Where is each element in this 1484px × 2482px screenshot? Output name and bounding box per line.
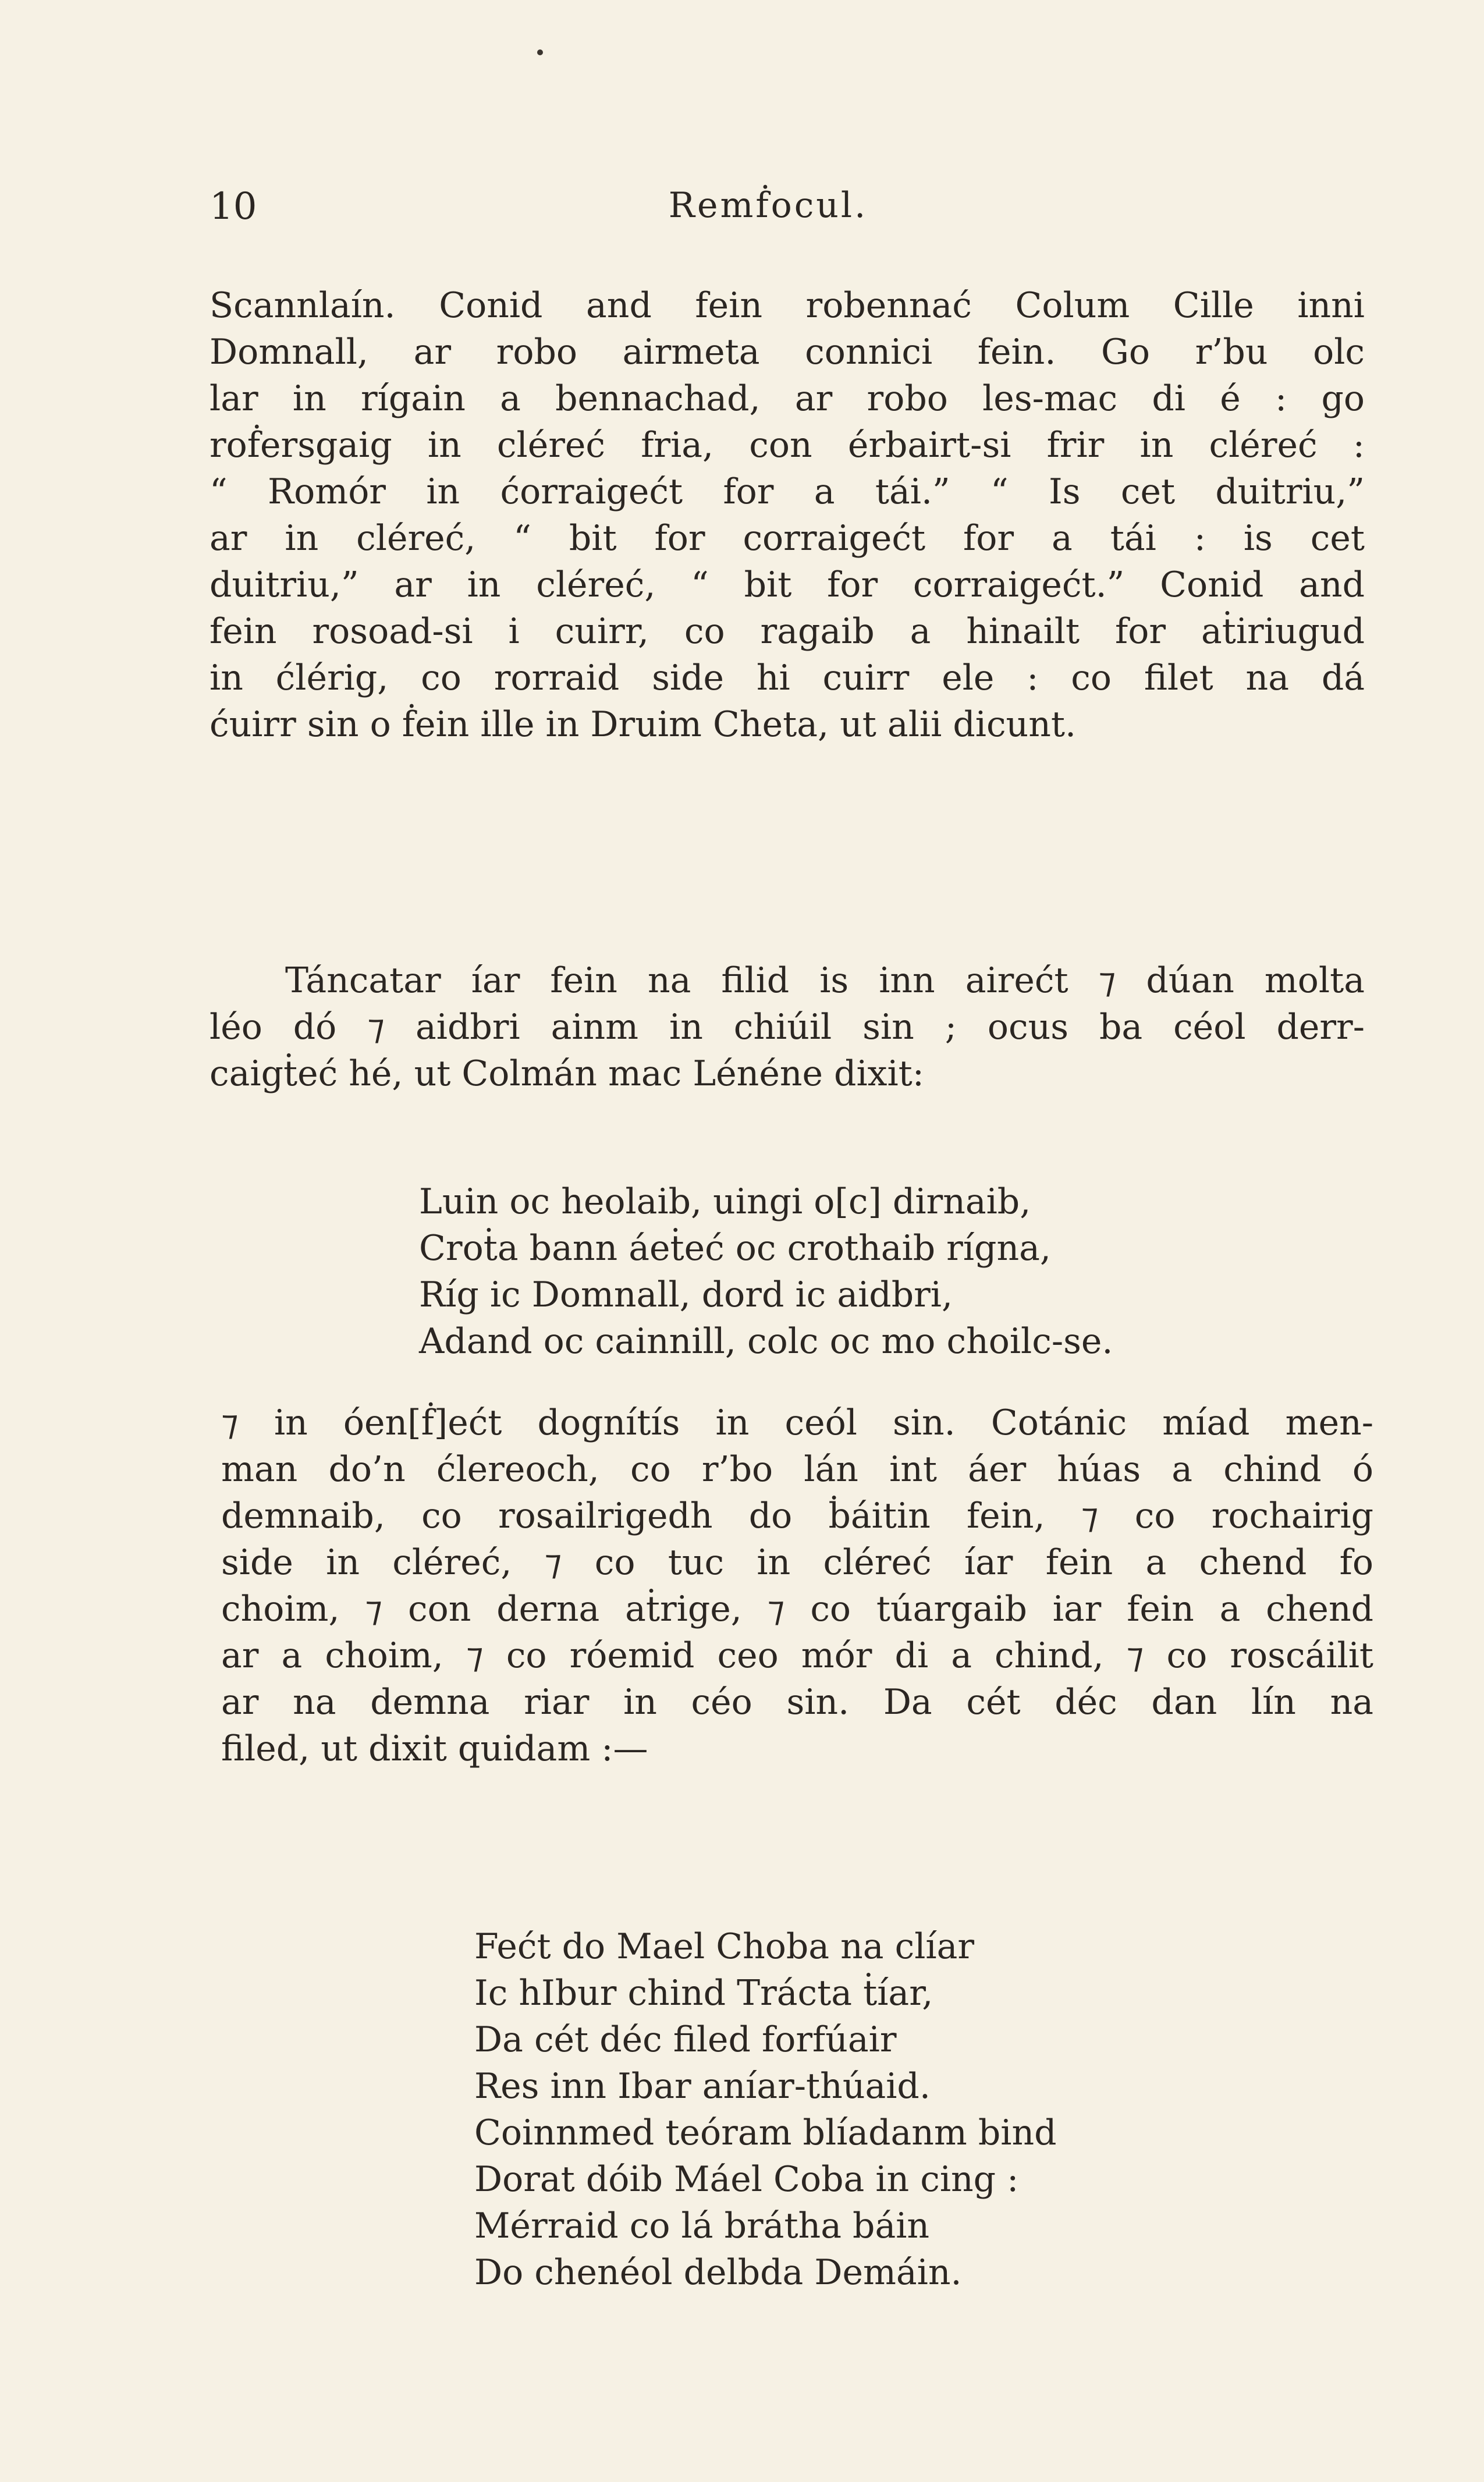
text-line: demnaib, co rosailrigedh do ḃáitin fein, ⁊ co rochairig xyxy=(221,1496,1373,1536)
verse-line: Ic hIbur chind Trácta ṫíar, xyxy=(474,1973,933,2014)
verse-line: Mérraid co lá brátha báin xyxy=(474,2206,930,2246)
text-line: man do’n ćlereoch, co r’bo lán int áer húas a chind ó xyxy=(221,1449,1373,1490)
text-line: choim, ⁊ con derna aṫrige, ⁊ co túargaib iar fein a chend xyxy=(221,1589,1373,1629)
verse-line: Coinnmed teóram blíadanm bind xyxy=(474,2112,1057,2153)
verse-line: Do chenéol delbda Demáin. xyxy=(474,2252,962,2293)
text-line: Táncatar íar fein na filid is inn airećt ⁊ dúan molta xyxy=(285,960,1365,1001)
text-line: duitriu,” ar in cléreć, “ bit for corraigećt.” Conid and xyxy=(210,564,1365,605)
verse-line: Res inn Ibar aníar-thúaid. xyxy=(474,2066,931,2107)
paragraph-2 xyxy=(210,957,1365,1097)
paragraph-1 xyxy=(210,282,1365,748)
text-line: léo dó ⁊ aidbri ainm in chiúil sin ; ocus ba céol derr- xyxy=(210,1007,1365,1048)
text-line: side in cléreć, ⁊ co tuc in cléreć íar fein a chend fo xyxy=(221,1542,1373,1583)
text-line: filed, ut dixit quidam :— xyxy=(221,1728,648,1769)
page-header xyxy=(210,185,1327,249)
verse-line: Croṫa bann áeṫeć oc crothaib rígna, xyxy=(419,1228,1051,1269)
verse-line: Luin oc heolaib, uingi o[c] dirnaib, xyxy=(419,1181,1031,1222)
verse-line: Fećt do Mael Choba na clíar xyxy=(474,1926,975,1967)
text-line: ar na demna riar in céo sin. Da cét déc dan lín na xyxy=(221,1682,1373,1723)
verse-line: Dorat dóib Máel Coba in cing : xyxy=(474,2159,1019,2200)
verse-2 xyxy=(474,1923,1289,2296)
text-line: ar a choim, ⁊ co róemid ceo mór di a chind, ⁊ co roscáilit xyxy=(221,1635,1373,1676)
text-line: fein rosoad-si i cuirr, co ragaib a hinailt for aṫiriugud xyxy=(210,611,1365,652)
verse-line: Adand oc cainnill, colc oc mo choilc-se. xyxy=(419,1321,1113,1362)
running-head: Remḟocul. xyxy=(668,185,868,226)
text-line: in ćlérig, co rorraid side hi cuirr ele : co filet na dá xyxy=(210,658,1365,698)
text-line: Domnall, ar robo airmeta connici fein. Go r’bu olc xyxy=(210,332,1365,372)
text-line: caigṫeć hé, ut Colmán mac Lénéne dixit: xyxy=(210,1053,925,1094)
text-line: ćuirr sin o ḟein ille in Druim Cheta, ut alii dicunt. xyxy=(210,704,1077,745)
text-line: roḟersgaig in cléreć fria, con érbairt-si frir in cléreć : xyxy=(210,425,1365,466)
text-line: “ Romór in ćorraigećt for a tái.” “ Is cet duitriu,” xyxy=(210,471,1365,512)
paragraph-3 xyxy=(221,1400,1373,1772)
page-number: 10 xyxy=(210,185,257,228)
text-line: lar in rígain a bennachad, ar robo les-mac di é : go xyxy=(210,378,1365,419)
text-line: ⁊ in óen[ḟ]ećt dognítís in ceól sin. Cotánic míad men- xyxy=(221,1402,1373,1443)
verse-1 xyxy=(419,1178,1292,1365)
verse-line: Da cét déc filed forfúair xyxy=(474,2019,897,2060)
text-line: ar in cléreć, “ bit for corraigećt for a tái : is cet xyxy=(210,518,1365,559)
verse-line: Ríg ic Domnall, dord ic aidbri, xyxy=(419,1274,953,1315)
text-line: Scannlaín. Conid and fein robennać Colum Cille inni xyxy=(210,285,1365,326)
ink-speck xyxy=(537,49,543,55)
